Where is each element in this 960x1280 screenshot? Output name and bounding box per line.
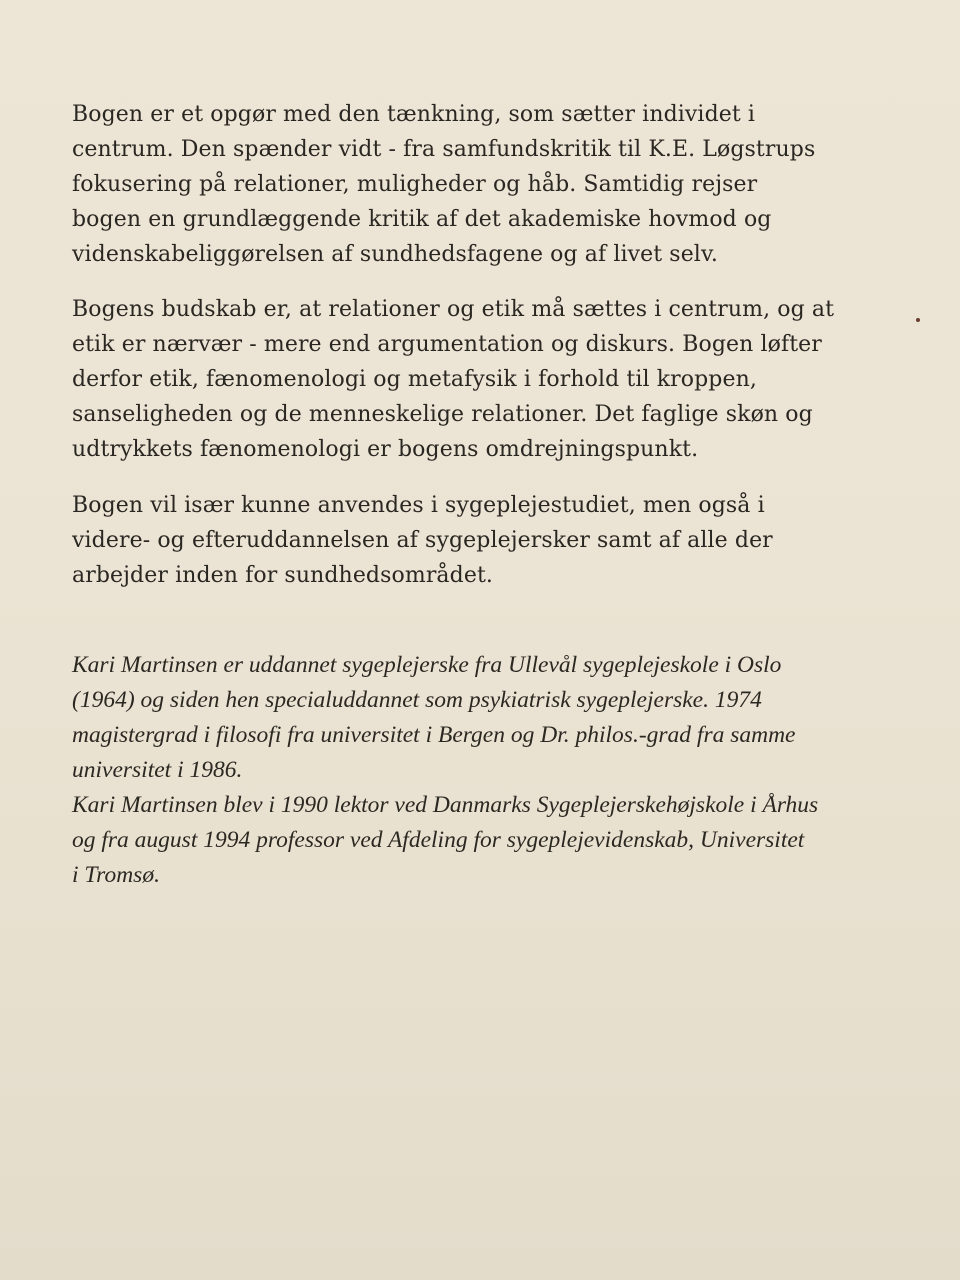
author-bio-paragraph-1 — [72, 648, 872, 788]
text-line: videnskabeliggørelsen af sundhedsfagene og af livet selv. — [72, 242, 718, 267]
description-paragraph-1 — [72, 97, 872, 272]
bio-line: (1964) og siden hen specialuddannet som psykiatrisk sygeplejerske. 1974 — [72, 687, 762, 713]
description-paragraph-3 — [72, 488, 872, 593]
text-line: Bogen er et opgør med den tænkning, som sætter individet i — [72, 102, 756, 127]
text-line: Bogens budskab er, at relationer og etik må sættes i centrum, og at — [72, 297, 835, 322]
text-line: sanseligheden og de menneskelige relationer. Det faglige skøn og — [72, 402, 813, 427]
bio-line: universitet i 1986. — [72, 757, 243, 783]
bio-line: Kari Martinsen er uddannet sygeplejerske fra Ullevål sygeplejeskole i Oslo — [72, 652, 782, 678]
bio-line: og fra august 1994 professor ved Afdeling for sygeplejevidenskab, Universitet — [72, 827, 805, 853]
author-bio-paragraph-2 — [72, 788, 872, 893]
text-line: bogen en grundlæggende kritik af det akademiske hovmod og — [72, 207, 772, 232]
text-line: udtrykkets fænomenologi er bogens omdrejningspunkt. — [72, 437, 699, 462]
bio-line: i Tromsø. — [72, 862, 160, 888]
text-line: arbejder inden for sundhedsområdet. — [72, 563, 493, 588]
text-line: videre- og efteruddannelsen af sygeplejersker samt af alle der — [72, 528, 773, 553]
bio-line: magistergrad i filosofi fra universitet i Bergen og Dr. philos.-grad fra samme — [72, 722, 796, 748]
text-line: centrum. Den spænder vidt - fra samfundskritik til K.E. Løgstrups — [72, 137, 816, 162]
bio-line: Kari Martinsen blev i 1990 lektor ved Danmarks Sygeplejerskehøjskole i Århus — [72, 792, 819, 818]
text-line: fokusering på relationer, muligheder og håb. Samtidig rejser — [72, 172, 758, 197]
text-line: derfor etik, fænomenologi og metafysik i forhold til kroppen, — [72, 367, 757, 392]
text-line: etik er nærvær - mere end argumentation og diskurs. Bogen løfter — [72, 332, 822, 357]
text-line: Bogen vil især kunne anvendes i sygeplejestudiet, men også i — [72, 493, 765, 518]
description-paragraph-2 — [72, 292, 872, 467]
paper-speck — [916, 318, 920, 322]
